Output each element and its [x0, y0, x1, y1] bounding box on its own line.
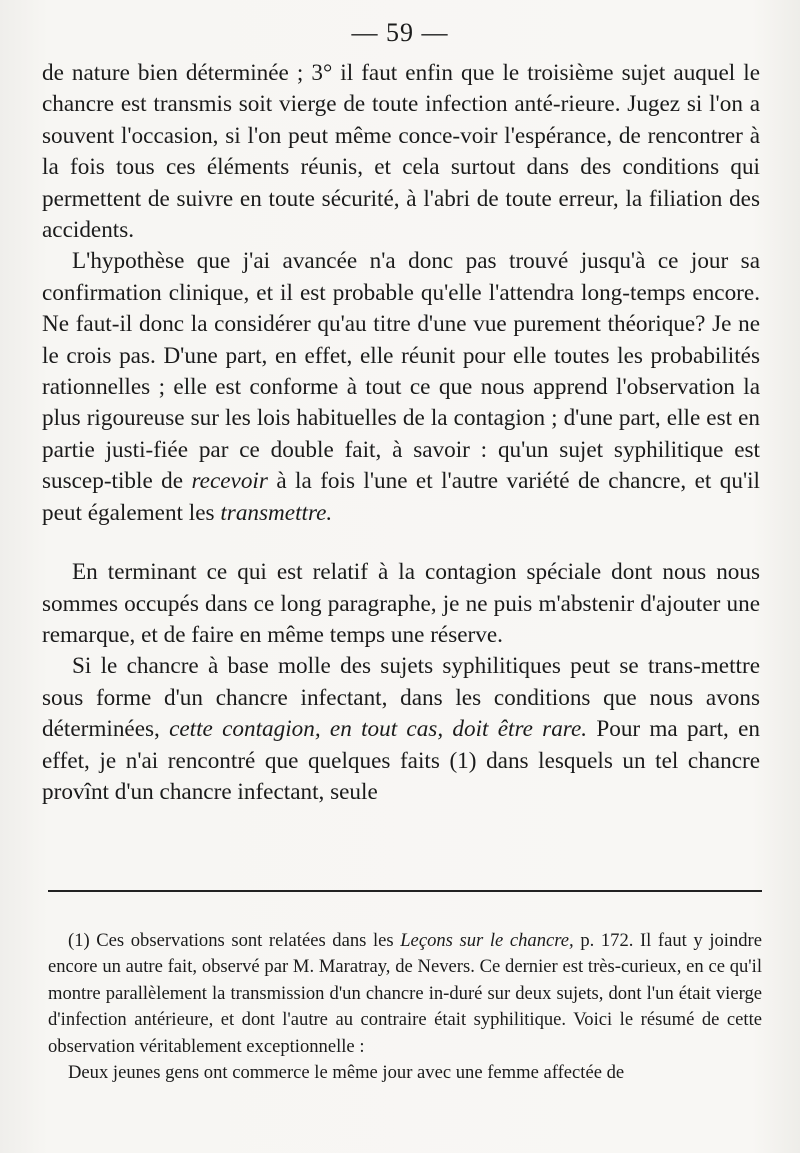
text-run: Pour ma part, en effet, je n'ai rencontré que quelques faits (1) dans lesquels un tel chancre provînt d'un chancre infectant, seule: [42, 716, 760, 805]
main-text: [42, 58, 760, 808]
page-number: — 59 —: [351, 18, 449, 47]
paragraph-hypothesis: [42, 246, 760, 529]
text-run: de nature bien déterminée ; 3° il faut enfin que le troisième sujet auquel le chancre est transmis soit vierge de toute infection anté-rieure. Jugez si l'on a souvent l'occasion, si l'on peut même conce-voir l'espérance, de rencontrer à la fois tous ces éléments réunis, et cela surtout dans des conditions qui permettent de suivre en toute sécurité, à l'abri de toute erreur, la filiation des accidents.: [42, 60, 760, 244]
text-run: En terminant ce qui est relatif à la contagion spéciale dont nous nous sommes occupés dans ce long paragraphe, je ne puis m'abstenir d'ajouter une remarque, et de faire en même temps une réserve.: [42, 559, 760, 648]
text-run: (1) Ces observations sont relatées dans les: [68, 930, 401, 951]
paragraph-continued: [42, 58, 760, 246]
italic-run: Leçons sur le chancre,: [400, 930, 574, 951]
paragraph-conclusion: [42, 557, 760, 651]
footnote: [48, 928, 762, 1086]
italic-run: cette contagion, en tout cas, doit être rare.: [169, 716, 588, 743]
paragraph-gap: [42, 529, 760, 557]
text-run: à la fois l'une et l'autre variété de chancre, et qu'il peut également les: [42, 468, 761, 526]
footnote-paragraph: [48, 928, 762, 1060]
paragraph-chancre: [42, 651, 760, 808]
text-run: Si le chancre à base molle des sujets syphilitiques peut se trans-mettre sous forme d'un chancre infectant, dans les conditions que nous avons déterminées,: [42, 653, 760, 743]
footnote-continuation: Deux jeunes gens ont commerce le même jour avec une femme affectée de: [68, 1062, 625, 1084]
text-run: L'hypothèse que j'ai avancée n'a donc pas trouvé jusqu'à ce jour sa confirmation clinique, et il est probable qu'elle l'attendra long-temps encore. Ne faut-il donc la considérer qu'au titre d'une vue purement théorique? Je ne le crois pas. D'une part, en effet, elle réunit pour elle toutes les probabilités rationnelles ; elle est conforme à tout ce que nous apprend l'observation la plus rigoureuse sur les lois habituelles de la contagion ; d'une part, elle est en partie justi-fiée par ce double fait, à savoir : qu'un sujet syphilitique est suscep-tible de: [42, 248, 760, 495]
italic-run: recevoir: [191, 468, 268, 495]
italic-run: transmettre.: [220, 499, 333, 526]
text-run: p. 172. Il faut y joindre encore un autre fait, observé par M. Maratray, de Nevers. Ce dernier est très-curieux, en ce qu'il montre parallèlement la transmission d'un chancre in-duré sur deux sujets, dont l'un était vierge d'infection antérieure, et dont l'autre au contraire était syphilitique. Voici le résumé de cette observation véritablement exceptionnelle :: [48, 930, 762, 1057]
footnote-rule: [48, 890, 762, 892]
